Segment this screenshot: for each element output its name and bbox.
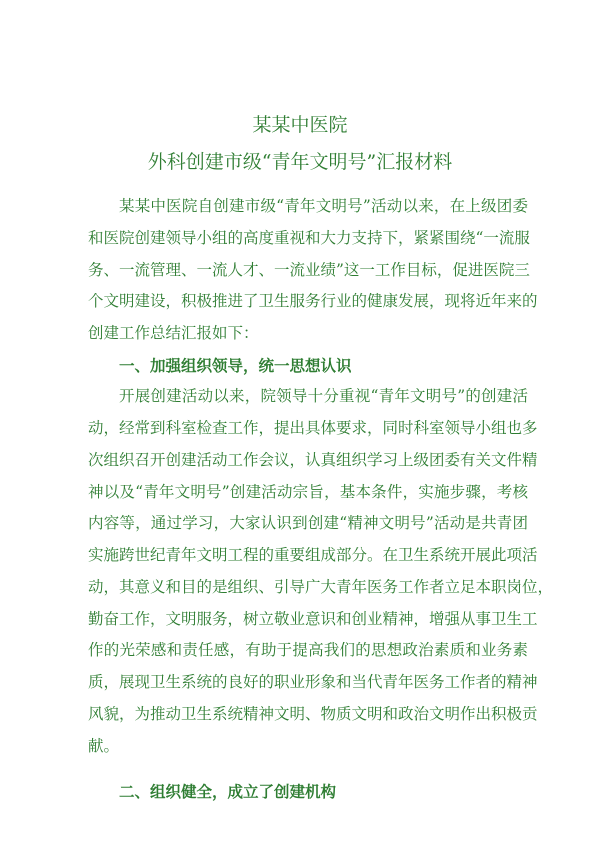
intro-line-4: 个文明建设，积极推进了卫生服务行业的健康发展，现将近年来的 [88, 292, 538, 310]
section-1-line-1: 开展创建活动以来，院领导十分重视“青年文明号”的创建活 [119, 387, 528, 405]
section-1-line-12: 献。 [88, 737, 120, 755]
section-2-heading: 二、组织健全，成立了创建机构 [119, 783, 337, 801]
section-1-line-2: 动，经常到科室检查工作，提出具体要求，同时科室领导小组也多 [88, 419, 538, 437]
section-1-line-6: 实施跨世纪青年文明工程的重要组成部分。在卫生系统开展此项活 [88, 546, 538, 564]
intro-line-2: 和医院创建领导小组的高度重视和大力支持下，紧紧围绕“一流服 [88, 229, 530, 247]
section-1-line-5: 内容等，通过学习，大家认识到创建“精神文明号”活动是共青团 [88, 514, 528, 532]
document-title-report: 外科创建市级“青年文明号”汇报材料 [147, 151, 453, 173]
intro-line-3: 务、一流管理、一流人才、一流业绩”这一工作目标，促进医院三 [88, 261, 530, 279]
section-1-heading: 一、加强组织领导，统一思想认识 [119, 357, 352, 375]
section-1-line-3: 次组织召开创建活动工作会议，认真组织学习上级团委有关文件精 [88, 451, 538, 469]
section-1-line-8: 勤奋工作，文明服务，树立敬业意识和创业精神，增强从事卫生工 [88, 610, 538, 628]
section-1-line-11: 风貌，为推动卫生系统精神文明、物质文明和政治文明作出积极贡 [88, 705, 538, 723]
section-1-line-9: 作的光荣感和责任感，有助于提高我们的思想政治素质和业务素 [88, 641, 528, 659]
intro-line-5: 创建工作总结汇报如下： [88, 324, 259, 342]
section-1-line-10: 质，展现卫生系统的良好的职业形象和当代青年医务工作者的精神 [88, 673, 538, 691]
document-title-hospital: 某某中医院 [252, 114, 348, 136]
intro-line-1: 某某中医院自创建市级“青年文明号”活动以来，在上级团委 [119, 197, 528, 215]
section-1-line-4: 神以及“青年文明号”创建活动宗旨，基本条件，实施步骤，考核 [88, 483, 528, 501]
section-1-line-7: 动，其意义和目的是组织、引导广大青年医务工作者立足本职岗位， [88, 578, 554, 596]
